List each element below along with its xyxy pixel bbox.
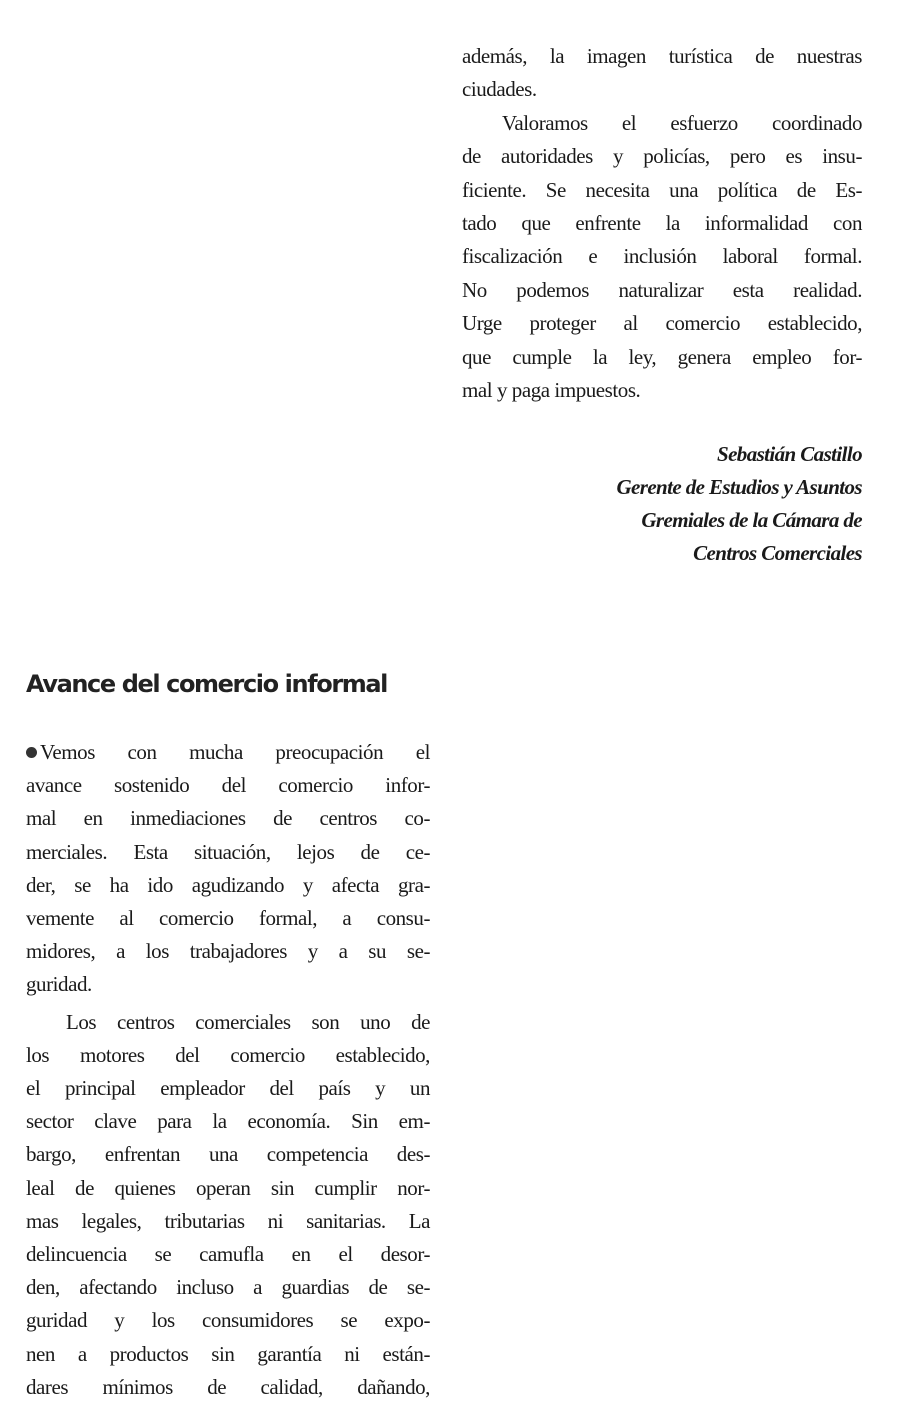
text-line: que cumple la ley, genera empleo for- xyxy=(462,344,862,369)
text-line: los motores del comercio establecido, xyxy=(26,1042,430,1067)
text-line: mal y paga impuestos. xyxy=(462,378,641,403)
text-line: dares mínimos de calidad, dañando, xyxy=(26,1374,430,1399)
text-line: midores, a los trabajadores y a su se- xyxy=(26,939,430,964)
paragraph xyxy=(26,736,430,1002)
text-line: No podemos naturalizar esta realidad. xyxy=(462,277,862,302)
signature-name: Sebastián Castillo xyxy=(717,442,862,466)
text-line: además, la imagen turística de nuestras xyxy=(462,44,862,68)
text-line: Los centros comerciales son uno de xyxy=(66,1009,430,1034)
letter-continuation xyxy=(462,40,862,407)
text-line: den, afectando incluso a guardias de se- xyxy=(26,1275,430,1300)
letter-headline: Avance del comercio informal xyxy=(26,670,387,698)
text-line: leal de quienes operan sin cumplir nor- xyxy=(26,1175,430,1200)
signature-block xyxy=(616,438,862,570)
signature-title-line: Gremiales de la Cámara de xyxy=(641,508,862,532)
text-line: fiscalización e inclusión laboral formal. xyxy=(462,244,862,269)
text-line: bargo, enfrentan una competencia des- xyxy=(26,1142,430,1167)
text-line: delincuencia se camufla en el desor- xyxy=(26,1242,430,1267)
text-line: Urge proteger al comercio establecido, xyxy=(462,311,862,336)
text-line: el principal empleador del país y un xyxy=(26,1076,430,1101)
text-line: merciales. Esta situación, lejos de ce- xyxy=(26,839,430,864)
signature-title-line: Centros Comerciales xyxy=(693,541,862,565)
text-line: de autoridades y policías, pero es insu- xyxy=(462,144,862,169)
letter-article xyxy=(26,668,430,1404)
text-line: nen a productos sin garantía ni están- xyxy=(26,1341,430,1366)
text-line: ficiente. Se necesita una política de Es- xyxy=(462,177,862,202)
text-line: vemente al comercio formal, a consu- xyxy=(26,906,430,931)
paragraph xyxy=(462,107,862,408)
text-line: mas legales, tributarias ni sanitarias. La xyxy=(26,1208,430,1233)
text-line: mal en inmediaciones de centros co- xyxy=(26,806,430,831)
text-line-content: Vemos con mucha preocupación el xyxy=(40,740,430,764)
text-line: avance sostenido del comercio infor- xyxy=(26,773,430,798)
text-line: der, se ha ido agudizando y afecta gra- xyxy=(26,872,430,897)
signature-title-line: Gerente de Estudios y Asuntos xyxy=(616,475,862,499)
paragraph xyxy=(462,40,862,107)
text-line: guridad y los consumidores se expo- xyxy=(26,1308,430,1333)
text-line: guridad. xyxy=(26,972,92,997)
text-line: sector clave para la economía. Sin em- xyxy=(26,1109,430,1134)
text-line: tado que enfrente la informalidad con xyxy=(462,211,862,236)
bullet-icon xyxy=(26,747,37,758)
text-line: Valoramos el esfuerzo coordinado xyxy=(502,110,862,135)
text-line: ciudades. xyxy=(462,77,537,102)
paragraph xyxy=(26,1006,430,1404)
text-line-first xyxy=(26,736,430,769)
